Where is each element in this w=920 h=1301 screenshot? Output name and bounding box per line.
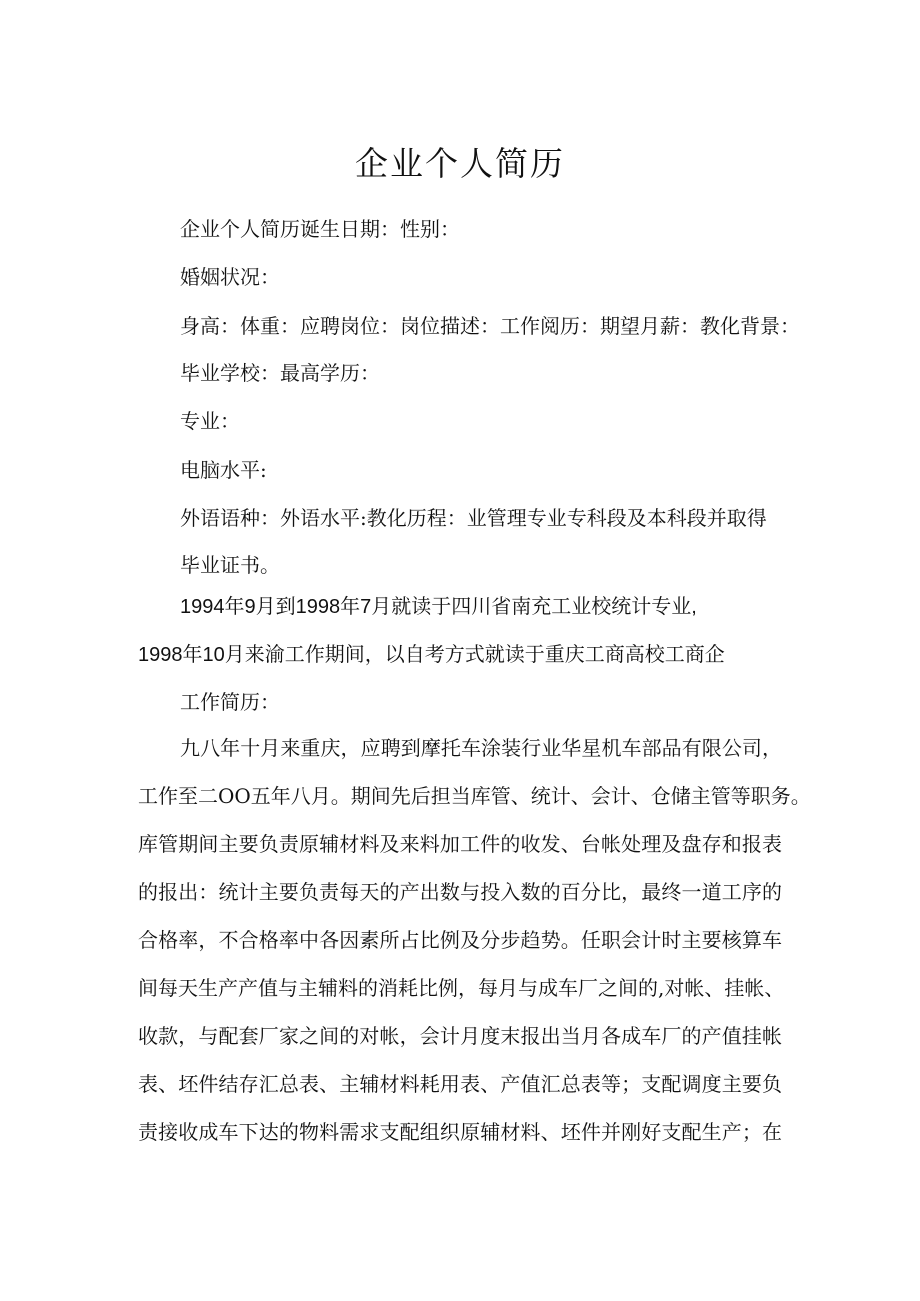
education-line-1994: 1994年9月到1998年7月就读于四川省南充工业校统计专业,: [180, 596, 697, 618]
info-line-height-weight: 身高：体重：应聘岗位：岗位描述：工作阅历：期望月薪：教化背景：: [180, 314, 800, 338]
info-line-marital: 婚姻状况：: [180, 265, 280, 289]
work-paragraph-line: 工作至二OO五年八月。期间先后担当库管、统计、会计、仓储主管等职务。: [138, 784, 811, 808]
info-line-school: 毕业学校：最高学历：: [180, 361, 380, 385]
work-paragraph-line: 收款，与配套厂家之间的对帐，会计月度末报出当月各成车厂的产值挂帐: [138, 1024, 782, 1048]
work-paragraph-line: 责接收成车下达的物料需求支配组织原辅材料、坯件并刚好支配生产；在: [138, 1120, 782, 1144]
info-line-birth-gender: 企业个人简历诞生日期：性别：: [180, 217, 460, 241]
info-line-major: 专业：: [180, 409, 240, 433]
work-paragraph-line: 间每天生产产值与主辅料的消耗比例，每月与成车厂之间的,对帐、挂帐、: [138, 976, 785, 1000]
info-line-computer: 电脑水平:: [180, 458, 267, 482]
work-history-heading: 工作简历：: [180, 690, 280, 714]
work-paragraph-line: 表、坯件结存汇总表、主辅材料耗用表、产值汇总表等；支配调度主要负: [138, 1072, 782, 1096]
info-line-language: 外语语种：外语水平:教化历程：业管理专业专科段及本科段并取得: [180, 506, 767, 530]
work-paragraph-line: 合格率，不合格率中各因素所占比例及分步趋势。任职会计时主要核算车: [138, 928, 782, 952]
work-paragraph-line: 库管期间主要负责原辅材料及来料加工件的收发、台帐处理及盘存和报表: [138, 832, 782, 856]
work-paragraph-line: 的报出：统计主要负责每天的产出数与投入数的百分比，最终一道工序的: [138, 880, 782, 904]
work-paragraph-line: 九八年十月来重庆，应聘到摩托车涂装行业华星机车部品有限公司，: [180, 736, 782, 760]
education-line-1998: 1998年10月来渝工作期间，以自考方式就读于重庆工商高校工商企: [138, 644, 725, 666]
info-line-certificate: 毕业证书。: [180, 553, 280, 577]
document-title: 企业个人简历: [355, 144, 565, 183]
